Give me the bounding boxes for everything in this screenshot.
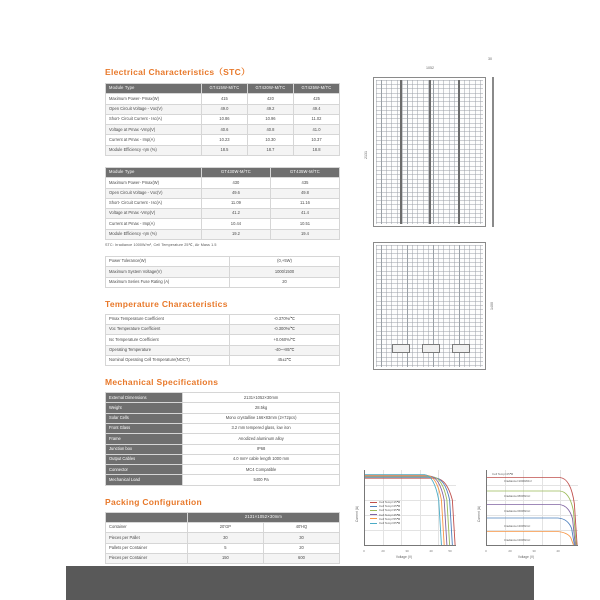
front-height-label: 2131: [364, 151, 368, 159]
row-label: Maximum System Voltage(V): [106, 267, 230, 277]
table-row: [106, 267, 340, 277]
table-row: [106, 543, 340, 553]
cell-value: 10.44: [201, 219, 270, 229]
legend-label: Cell Temp=55℃: [379, 516, 400, 521]
table-row: [106, 94, 340, 104]
cell-value: 1000/1500: [230, 267, 340, 277]
chart1-legend: [370, 500, 400, 525]
panel-thickness-bar: [492, 77, 494, 227]
col-model-2: GT420W-M/TC: [247, 84, 293, 94]
chart2-legend: [504, 479, 532, 483]
cell-value: 30: [263, 533, 339, 543]
row-label: Module Efficiency -ηm (%): [106, 145, 202, 155]
row-label: Current at Pmax - Imp(A): [106, 135, 202, 145]
cell-value: 40.6: [201, 125, 247, 135]
table-row: [106, 135, 340, 145]
row-label: Connector: [106, 465, 183, 475]
row-label: Junction box: [106, 444, 183, 454]
table-row: [106, 475, 340, 485]
electrical-characteristics-title: Electrical Characteristics（STC）: [105, 67, 250, 77]
row-label: Module Efficiency -ηm (%): [106, 229, 202, 239]
table-row: [106, 523, 340, 533]
front-width-label: 1052: [426, 66, 434, 70]
cell-value: +0.060%/℃: [230, 335, 340, 345]
iv-chart-temperature: [348, 466, 460, 562]
table-row: [106, 178, 340, 188]
row-label: Power Tolerance(W): [106, 256, 230, 266]
table-row: [106, 533, 340, 543]
cell-value: 49.6: [201, 188, 270, 198]
thickness-label: 30: [488, 57, 492, 61]
table-row: [106, 465, 340, 475]
panel-back-view: [373, 242, 486, 370]
cell-value: 5: [187, 543, 263, 553]
cell-value: MC4 Compatible: [183, 465, 340, 475]
legend-label: Irradiance=200W/m²: [504, 538, 531, 542]
front-height-dimension: [362, 80, 370, 230]
row-label: Pieces per Container: [106, 553, 188, 563]
table-row: [106, 145, 340, 155]
table-header-row: [106, 84, 340, 94]
row-label: Mechanical Load: [106, 475, 183, 485]
chart2-condition-note: Cell Temp=25℃: [492, 472, 513, 476]
cell-value: 40.8: [247, 125, 293, 135]
legend-label: Cell Temp=25℃: [379, 504, 400, 509]
packing-table: [105, 512, 340, 564]
mechanical-table: [105, 392, 340, 486]
cell-value: 49.4: [293, 104, 339, 114]
cell-value: 49.2: [247, 104, 293, 114]
chart2-x-axis-label: Voltage (V): [517, 555, 535, 559]
cell-value: 10.96: [247, 114, 293, 124]
table-row: [106, 229, 340, 239]
temperature-table: [105, 314, 340, 366]
table-row: [106, 325, 340, 335]
row-label: Maximum Power- Pmax(W): [106, 94, 202, 104]
row-label: Pmax Temperature Coefficient: [106, 314, 230, 324]
cell-value: Anodized aluminum alloy: [183, 434, 340, 444]
temperature-characteristics-title: Temperature Characteristics: [105, 298, 228, 309]
row-label: Weight: [106, 403, 183, 413]
technical-drawings: [360, 57, 500, 310]
cell-value: 18.7: [247, 145, 293, 155]
table-row: [106, 444, 340, 454]
x-tick: 0: [363, 549, 365, 553]
x-tick: 40: [429, 549, 433, 553]
x-tick: 20: [508, 549, 512, 553]
cell-value: 415: [201, 94, 247, 104]
row-label: Maximum Power- Pmax(W): [106, 178, 202, 188]
cell-value: 30: [187, 533, 263, 543]
table-row: [106, 434, 340, 444]
chart2-y-axis-label: Current (A): [477, 505, 482, 523]
table-row: [106, 454, 340, 464]
row-label: Short- Circuit Current - Isc(A): [106, 114, 202, 124]
legend-label: Irradiance=600W/m²: [504, 509, 531, 513]
back-height-label: 1400: [490, 302, 494, 310]
row-label: Open Circuit Voltage - Voc(V): [106, 188, 202, 198]
iv-chart-irradiance: [470, 466, 582, 562]
cell-value: 41.2: [201, 209, 270, 219]
table-row: [106, 198, 340, 208]
cell-value: (0,+5W): [230, 256, 340, 266]
table-row: [106, 403, 340, 413]
table-row: [106, 219, 340, 229]
busbar: [429, 80, 431, 224]
specifications-column: [105, 66, 340, 566]
stc-conditions-note: STC: Irradiance 1000W/m², Cell Temperature 25℃, Air Mass 1.5: [105, 242, 217, 247]
cell-value: -40~+85℃: [230, 345, 340, 355]
cell-value: 425: [293, 94, 339, 104]
cell-value: -0.300%/℃: [230, 325, 340, 335]
cell-value: 2131×1052×30mm: [183, 393, 340, 403]
cell-value: 19.4: [270, 229, 339, 239]
cell-value: 435: [270, 178, 339, 188]
col-module-type: Module Type: [106, 84, 202, 94]
row-label: Open Circuit Voltage - Voc(V): [106, 104, 202, 114]
row-label: Short- Circuit Current - Isc(A): [106, 198, 202, 208]
mechanical-specifications-title: Mechanical Specifications: [105, 377, 219, 388]
cell-value: 10.51: [270, 219, 339, 229]
footer-bar: [66, 566, 534, 600]
cell-value: IP68: [183, 444, 340, 454]
table-row: [106, 104, 340, 114]
chart2-curves: [487, 470, 578, 545]
row-label: Isc Temperature Coefficient: [106, 335, 230, 345]
table-row: [106, 277, 340, 287]
ratings-table: [105, 256, 340, 288]
cell-value: 41.4: [270, 209, 339, 219]
row-label: Current at Pmax - Imp(A): [106, 219, 202, 229]
cell-value: 18.5: [201, 145, 247, 155]
cell-value: 40'HQ: [263, 523, 339, 533]
busbar: [458, 80, 460, 224]
cell-value: 430: [201, 178, 270, 188]
cell-value: 600: [263, 553, 339, 563]
iv-curve-charts: [348, 466, 588, 566]
cell-value: 10.23: [201, 135, 247, 145]
table-row: [106, 355, 340, 365]
electrical-table-2: [105, 167, 340, 240]
table-row: [106, 413, 340, 423]
cell-value: 11.02: [293, 114, 339, 124]
cell-value: 10.86: [201, 114, 247, 124]
front-width-dimension: [360, 57, 500, 77]
cell-value: 20'GP: [187, 523, 263, 533]
cell-value: 3.2 mm tempered glass, low iron: [183, 424, 340, 434]
packing-configuration-title: Packing Configuration: [105, 496, 202, 507]
x-tick: 20: [381, 549, 385, 553]
table-row: [106, 424, 340, 434]
cell-value: 49.0: [201, 104, 247, 114]
table-header-row: [106, 512, 340, 522]
row-label: Maximum Series Fuse Rating (A): [106, 277, 230, 287]
col-module-type: Module Type: [106, 167, 202, 177]
table-row: [106, 345, 340, 355]
cell-value: -0.370%/℃: [230, 314, 340, 324]
row-label: Solar Cells: [106, 413, 183, 423]
table-row: [106, 335, 340, 345]
packing-corner-cell: [106, 512, 188, 522]
cell-value: 18.8: [293, 145, 339, 155]
cell-value: 11.16: [270, 198, 339, 208]
col-model-1: GT415W-M/TC: [201, 84, 247, 94]
row-label: Pallets per Container: [106, 543, 188, 553]
cell-value: 20: [263, 543, 339, 553]
cell-value: 4.0 mm² cable length 1000 mm: [183, 454, 340, 464]
back-height-dimension: [488, 242, 502, 370]
packing-dimension-header: 2131×1052×30mm: [187, 512, 339, 522]
cell-value: 41.0: [293, 125, 339, 135]
cell-value: 49.8: [270, 188, 339, 198]
row-label: Frame: [106, 434, 183, 444]
legend-label: Cell Temp=15℃: [379, 500, 400, 504]
cell-value: 11.09: [201, 198, 270, 208]
table-row: [106, 188, 340, 198]
row-label: External Dimensions: [106, 393, 183, 403]
legend-label: Cell Temp=45℃: [379, 512, 400, 517]
panel-side-view: [488, 77, 500, 227]
table-row: [106, 256, 340, 266]
legend-label: Irradiance=800W/m²: [504, 494, 531, 498]
cell-value: 19.2: [201, 229, 270, 239]
panel-front-view: [373, 77, 486, 227]
col-model-2: GT435W-M/TC: [270, 167, 339, 177]
row-label: Operating Temperature: [106, 345, 230, 355]
cell-value: 10.37: [293, 135, 339, 145]
cell-value: Mono crystalline 166×83mm (2×72pcs): [183, 413, 340, 423]
row-label: Output Cables: [106, 454, 183, 464]
legend-label: Cell Temp=65℃: [379, 521, 400, 526]
x-tick: 30: [532, 549, 536, 553]
cell-value: 10.30: [247, 135, 293, 145]
electrical-table-1: [105, 83, 340, 156]
chart1-y-axis-label: Current (A): [355, 505, 360, 523]
cell-value: 20: [230, 277, 340, 287]
table-header-row: [106, 167, 340, 177]
cell-value: 45±2℃: [230, 355, 340, 365]
legend-label: Cell Temp=35℃: [379, 508, 400, 513]
row-label: Front Glass: [106, 424, 183, 434]
chart2-plot-area: [486, 470, 578, 546]
junction-box: [422, 344, 440, 353]
junction-box: [452, 344, 470, 353]
cell-value: 420: [247, 94, 293, 104]
legend-label: Irradiance=1000W/m²: [504, 479, 532, 483]
row-label: Voc Temperature Coefficient: [106, 325, 230, 335]
x-tick: 40: [556, 549, 560, 553]
cell-value: 5400 Pa: [183, 475, 340, 485]
chart1-x-axis-label: Voltage (V): [395, 555, 413, 559]
cell-value: 150: [187, 553, 263, 563]
table-row: [106, 114, 340, 124]
junction-box: [392, 344, 410, 353]
col-model-1: GT430W-M/TC: [201, 167, 270, 177]
table-row: [106, 553, 340, 563]
table-row: [106, 209, 340, 219]
legend-label: Irradiance=400W/m²: [504, 524, 531, 528]
x-tick: 30: [405, 549, 409, 553]
table-row: [106, 314, 340, 324]
row-label: Voltage at Pmax -Vmp(V): [106, 209, 202, 219]
row-label: Container: [106, 523, 188, 533]
busbar: [400, 80, 402, 224]
x-tick: 50: [448, 549, 452, 553]
col-model-3: GT425W-M/TC: [293, 84, 339, 94]
row-label: Pieces per Pallet: [106, 533, 188, 543]
row-label: Voltage at Pmax -Vmp(V): [106, 125, 202, 135]
table-row: [106, 125, 340, 135]
row-label: Nominal Operating Cell Temperature(NOCT): [106, 355, 230, 365]
x-tick: 0: [485, 549, 487, 553]
table-row: [106, 393, 340, 403]
cell-value: 28.5kg: [183, 403, 340, 413]
